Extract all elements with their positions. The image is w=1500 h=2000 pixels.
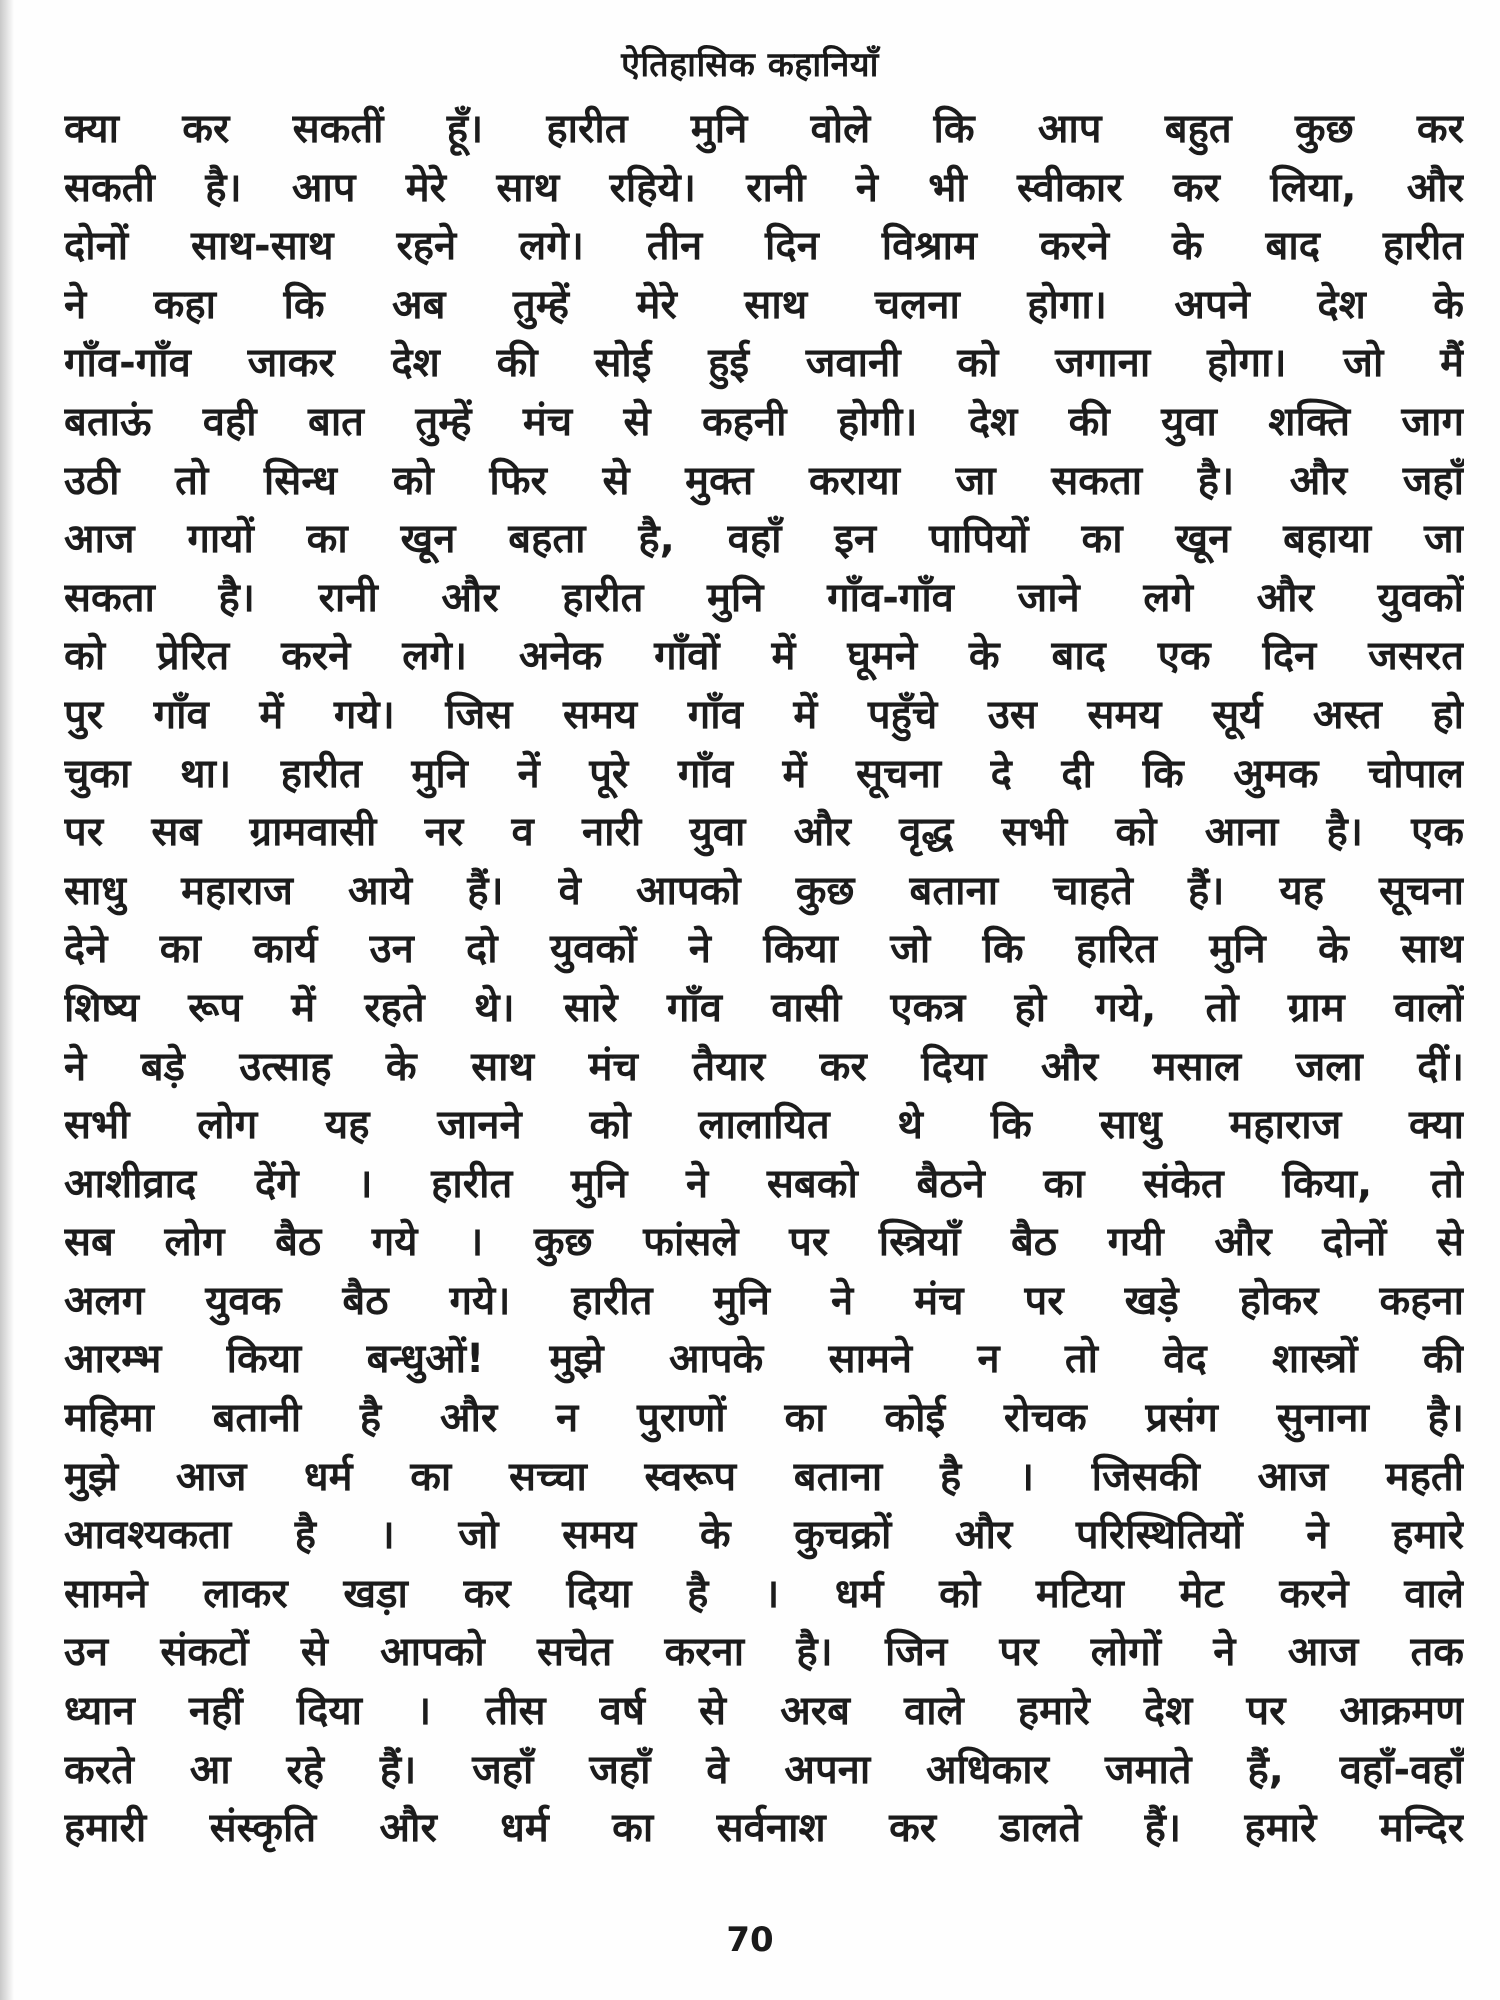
text-line: उठी तो सिन्ध को फिर से मुक्त कराया जा सकता है। और जहाँ [64,457,1464,504]
text-line: ध्यान नहीं दिया । तीस वर्ष से अरब वाले हमारे देश पर आक्रमण [64,1688,1464,1735]
text-line: शिष्य रूप में रहते थे। सारे गाँव वासी एकत्र हो गये, तो ग्राम वालों [64,984,1464,1031]
text-line: सामने लाकर खड़ा कर दिया है । धर्म को मटिया मेट करने वाले [64,1570,1464,1617]
running-title: ऐतिहासिक कहानियाँ [621,45,879,85]
text-line: मुझे आज धर्म का सच्चा स्वरूप बताना है । जिसकी आज महती [64,1453,1464,1500]
text-line: करते आ रहे हैं। जहाँ जहाँ वे अपना अधिकार जमाते हैं, वहाँ-वहाँ [64,1746,1464,1793]
text-line: आरम्भ किया बन्धुओं! मुझे आपके सामने न तो वेद शास्त्रों की [64,1336,1464,1383]
text-line: पर सब ग्रामवासी नर व नारी युवा और वृद्ध सभी को आना है। एक [64,809,1464,856]
body-text [64,100,1464,1858]
text-line: उन संकटों से आपको सचेत करना है। जिन पर लोगों ने आज तक [64,1629,1464,1676]
text-line: हमारी संस्कृति और धर्म का सर्वनाश कर डालते हैं। हमारे मन्दिर [64,1805,1464,1852]
page-edge-shadow [0,0,14,2000]
text-line: सभी लोग यह जानने को लालायित थे कि साधु महाराज क्या [64,1102,1464,1149]
text-line: महिमा बतानी है और न पुराणों का कोई रोचक प्रसंग सुनाना है। [64,1395,1464,1442]
text-line: अलग युवक बैठ गये। हारीत मुनि ने मंच पर खड़े होकर कहना [64,1277,1464,1324]
text-line: बताऊं वही बात तुम्हें मंच से कहनी होगी। देश की युवा शक्ति जाग [64,398,1464,445]
text-line: को प्रेरित करने लगे। अनेक गाँवों में घूमने के बाद एक दिन जसरत [64,633,1464,680]
text-line: आज गायों का खून बहता है, वहाँ इन पापियों का खून बहाया जा [64,516,1464,563]
text-line: ने बड़े उत्साह के साथ मंच तैयार कर दिया और मसाल जला दीं। [64,1043,1464,1090]
text-line: सकती है। आप मेरे साथ रहिये। रानी ने भी स्वीकार कर लिया, और [64,164,1464,211]
text-line: चुका था। हारीत मुनि नें पूरे गाँव में सूचना दे दी कि अुमक चोपाल [64,750,1464,797]
text-line: ने कहा कि अब तुम्हें मेरे साथ चलना होगा। अपने देश के [64,281,1464,328]
text-line: सकता है। रानी और हारीत मुनि गाँव-गाँव जाने लगे और युवकों [64,574,1464,621]
text-line: साधु महाराज आये हैं। वे आपको कुछ बताना चाहते हैं। यह सूचना [64,867,1464,914]
text-line: गाँव-गाँव जाकर देश की सोई हुई जवानी को जगाना होगा। जो मैं [64,340,1464,387]
text-line: आशीव्राद देंगे । हारीत मुनि ने सबको बैठने का संकेत किया, तो [64,1160,1464,1207]
text-line: देने का कार्य उन दो युवकों ने किया जो कि हारित मुनि के साथ [64,926,1464,973]
text-line: क्या कर सकतीं हूँ। हारीत मुनि वोले कि आप बहुत कुछ कर [64,106,1464,152]
text-line: दोनों साथ-साथ रहने लगे। तीन दिन विश्राम करने के बाद हारीत [64,223,1464,270]
text-line: पुर गाँव में गये। जिस समय गाँव में पहुँचे उस समय सूर्य अस्त हो [64,691,1464,738]
page-number: 70 [726,1920,774,1960]
text-line: आवश्यकता है । जो समय के कुचक्रों और परिस्थितियों ने हमारे [64,1512,1464,1559]
text-line: सब लोग बैठ गये । कुछ फांसले पर स्त्रियाँ बैठ गयी और दोनों से [64,1219,1464,1266]
